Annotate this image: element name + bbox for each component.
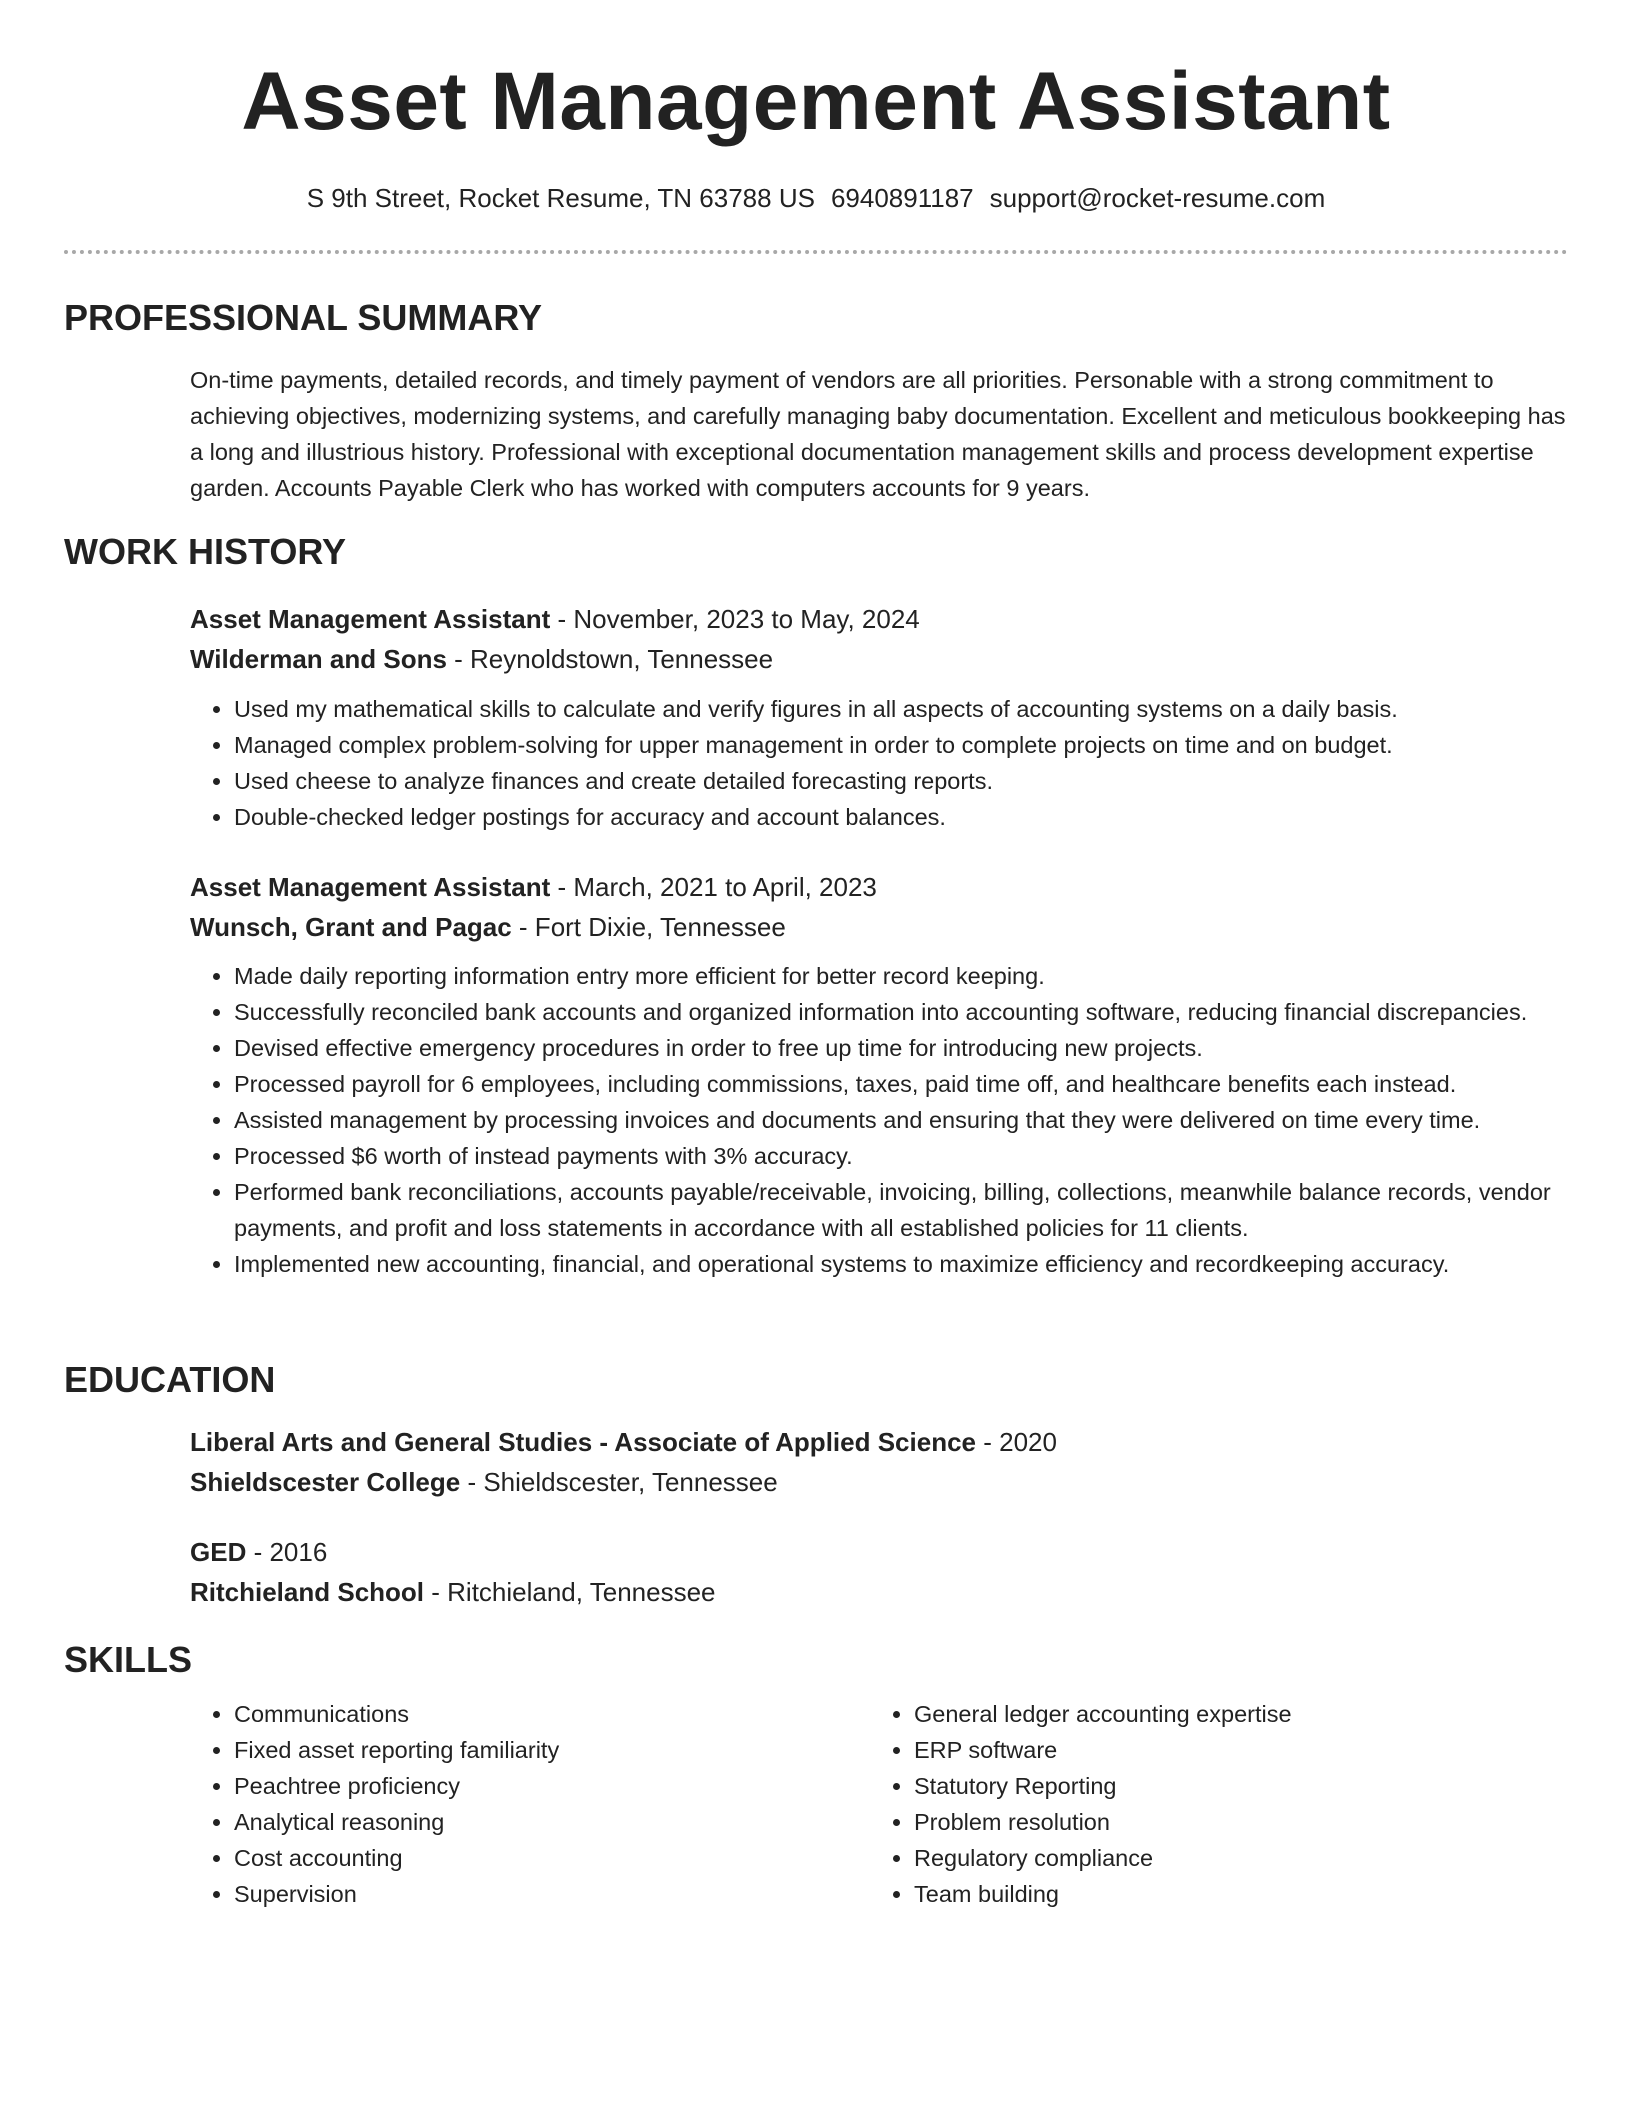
list-item: • Processed payroll for 6 employees, including commissions, taxes, paid time off, and healthcare benefits each instead. xyxy=(234,1066,1566,1102)
job-bullets-block xyxy=(190,958,1566,1282)
list-item: • Supervision xyxy=(234,1876,850,1912)
list-item: • Analytical reasoning xyxy=(234,1804,850,1840)
header-divider xyxy=(64,250,1568,254)
list-item: • ERP software xyxy=(914,1732,1530,1768)
skills-list xyxy=(190,1696,850,1912)
degree-year: - 2016 xyxy=(246,1537,328,1567)
list-item: • Managed complex problem-solving for upper management in order to complete projects on time and on budget. xyxy=(234,727,1566,763)
job-title-line xyxy=(190,599,1566,639)
list-item: • Communications xyxy=(234,1696,850,1732)
degree: GED xyxy=(190,1537,247,1567)
list-item: • General ledger accounting expertise xyxy=(914,1696,1530,1732)
section-title-skills: SKILLS xyxy=(64,1639,193,1680)
summary-text: On-time payments, detailed records, and timely payment of vendors are all priorities. Personable with a strong commitment to achieving objectives, modernizing systems, and carefully managing baby documentation. Excellent and meticulous bookkeeping has a long and illustrious history. Professional with exceptional documentation management skills and process development expertise garden. Accounts Payable Clerk who has worked with computers accounts for 9 years. xyxy=(190,367,1566,501)
skills-column-left xyxy=(190,1696,850,1912)
list-item: • Statutory Reporting xyxy=(914,1768,1530,1804)
list-item: • Implemented new accounting, financial, and operational systems to maximize efficiency and recordkeeping accuracy. xyxy=(234,1246,1566,1282)
job-bullets xyxy=(190,958,1566,1282)
job-location: - Fort Dixie, Tennessee xyxy=(511,912,786,942)
school: Ritchieland School xyxy=(190,1577,425,1607)
list-item: • Made daily reporting information entry more efficient for better record keeping. xyxy=(234,958,1566,994)
section-title-work: WORK HISTORY xyxy=(64,531,347,572)
skills-column-right xyxy=(870,1696,1530,1912)
list-item: • Problem resolution xyxy=(914,1804,1530,1840)
contact-email: support@rocket-resume.com xyxy=(989,183,1326,213)
school: Shieldscester College xyxy=(190,1467,461,1497)
list-item: • Successfully reconciled bank accounts and organized information into accounting software, reducing financial discrepancies. xyxy=(234,994,1566,1030)
resume-name: Asset Management Assistant xyxy=(241,56,1391,147)
degree-line xyxy=(190,1422,1566,1462)
job-company-line xyxy=(190,639,1566,679)
list-item: • Used cheese to analyze finances and create detailed forecasting reports. xyxy=(234,763,1566,799)
list-item: • Devised effective emergency procedures in order to free up time for introducing new projects. xyxy=(234,1030,1566,1066)
job-title-line xyxy=(190,867,1566,907)
job-company: Wunsch, Grant and Pagac xyxy=(190,912,512,942)
education-entry xyxy=(190,1532,1566,1612)
school-line xyxy=(190,1572,1566,1612)
degree: Liberal Arts and General Studies - Associate of Applied Science xyxy=(190,1427,976,1457)
list-item: • Regulatory compliance xyxy=(914,1840,1530,1876)
list-item: • Assisted management by processing invoices and documents and ensuring that they were delivered on time every time. xyxy=(234,1102,1566,1138)
list-item: • Double-checked ledger postings for accuracy and account balances. xyxy=(234,799,1566,835)
skills-list xyxy=(870,1696,1530,1912)
contact-phone: 6940891187 xyxy=(830,183,974,213)
job-bullets-block xyxy=(190,691,1566,835)
degree-line xyxy=(190,1532,1566,1572)
degree-year: - 2020 xyxy=(976,1427,1057,1457)
summary-block xyxy=(190,362,1566,506)
list-item: • Peachtree proficiency xyxy=(234,1768,850,1804)
school-location: - Ritchieland, Tennessee xyxy=(424,1577,716,1607)
job-entry xyxy=(190,599,1566,679)
job-company: Wilderman and Sons xyxy=(190,644,447,674)
list-item: • Processed $6 worth of instead payments with 3% accuracy. xyxy=(234,1138,1566,1174)
job-dates: - March, 2021 to April, 2023 xyxy=(550,872,877,902)
section-title-education: EDUCATION xyxy=(64,1359,276,1400)
job-location: - Reynoldstown, Tennessee xyxy=(446,644,774,674)
contact-line xyxy=(0,180,1632,216)
list-item: • Cost accounting xyxy=(234,1840,850,1876)
job-entry xyxy=(190,867,1566,947)
school-line xyxy=(190,1462,1566,1502)
section-title-summary: PROFESSIONAL SUMMARY xyxy=(64,297,543,338)
school-location: - Shieldscester, Tennessee xyxy=(460,1467,778,1497)
list-item: • Fixed asset reporting familiarity xyxy=(234,1732,850,1768)
contact-address: S 9th Street, Rocket Resume, TN 63788 US xyxy=(306,183,815,213)
job-role: Asset Management Assistant xyxy=(190,604,551,634)
list-item: • Team building xyxy=(914,1876,1530,1912)
job-dates: - November, 2023 to May, 2024 xyxy=(550,604,920,634)
list-item: • Used my mathematical skills to calculate and verify figures in all aspects of accounting systems on a daily basis. xyxy=(234,691,1566,727)
list-item: • Performed bank reconciliations, accounts payable/receivable, invoicing, billing, collections, meanwhile balance records, vendor payments, and profit and loss statements in accordance with all established policies for 11 clients. xyxy=(234,1174,1566,1246)
job-bullets xyxy=(190,691,1566,835)
job-role: Asset Management Assistant xyxy=(190,872,551,902)
education-entry xyxy=(190,1422,1566,1502)
job-company-line xyxy=(190,907,1566,947)
